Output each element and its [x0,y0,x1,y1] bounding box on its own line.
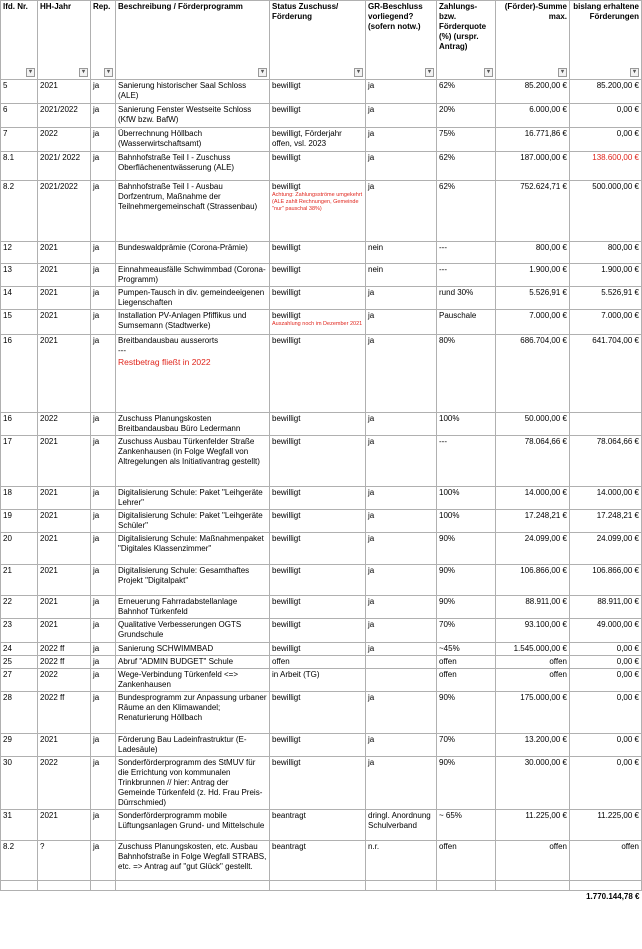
cell-jahr[interactable]: 2022 [38,757,91,810]
cell-erhalten[interactable]: 0,00 € [570,128,642,152]
cell-nr[interactable]: 27 [1,669,38,692]
cell-gr[interactable]: dringl. Anordnung Schulverband [366,810,437,841]
cell-quote[interactable]: 70% [437,734,496,757]
cell-erhalten[interactable]: 78.064,66 € [570,436,642,487]
cell-erhalten[interactable]: 24.099,00 € [570,533,642,565]
table-row [1,619,642,643]
empty-cell[interactable] [570,881,642,891]
cell-nr[interactable]: 21 [1,565,38,596]
cell-nr[interactable]: 19 [1,510,38,533]
empty-cell[interactable] [1,881,38,891]
cell-beschreibung[interactable]: Abruf "ADMIN BUDGET" Schule [116,656,270,669]
cell-status[interactable]: bewilligt [270,264,366,287]
cell-status[interactable]: bewilligt [270,692,366,734]
cell-jahr[interactable]: 2022 [38,128,91,152]
cell-quote[interactable]: 90% [437,533,496,565]
table-row [1,335,642,413]
cell-jahr[interactable]: 2021 [38,436,91,487]
cell-rep[interactable]: ja [91,692,116,734]
cell-gr[interactable]: ja [366,692,437,734]
col-quote-header: Zahlungs- bzw. Förderquote (%) (urspr. Antrag) ▾ [437,1,496,80]
cell-nr[interactable]: 24 [1,643,38,656]
table-row [1,128,642,152]
table-row [1,264,642,287]
table-row [1,656,642,669]
cell-rep[interactable]: ja [91,533,116,565]
cell-status[interactable]: bewilligt [270,436,366,487]
cell-gr[interactable]: ja [366,310,437,335]
cell-nr[interactable]: 18 [1,487,38,510]
cell-nr[interactable]: 13 [1,264,38,287]
cell-erhalten[interactable]: 800,00 € [570,242,642,264]
cell-status[interactable]: bewilligt [270,152,366,181]
cell-gr[interactable] [366,669,437,692]
cell-quote[interactable]: 70% [437,619,496,643]
table-row [1,643,642,656]
table-row [1,510,642,533]
cell-erhalten[interactable]: 106.866,00 € [570,565,642,596]
cell-quote[interactable]: 75% [437,128,496,152]
cell-gr[interactable]: ja [366,510,437,533]
filter-dropdown-icon[interactable]: ▾ [630,68,639,77]
cell-beschreibung[interactable]: Breitbandausbau ausserorts --- Restbetrag fließt in 2022 [116,335,270,413]
cell-summe[interactable]: 30.000,00 € [496,757,570,810]
table-row [1,533,642,565]
cell-jahr[interactable]: 2021 [38,335,91,413]
cell-quote[interactable]: 80% [437,335,496,413]
cell-beschreibung[interactable]: Sanierung Fenster Westseite Schloss (KfW bzw. BafW) [116,104,270,128]
cell-gr[interactable]: n.r. [366,841,437,881]
cell-summe[interactable]: 85.200,00 € [496,80,570,104]
cell-beschreibung[interactable]: Digitalisierung Schule: Gesamthaftes Projekt "Digitalpakt" [116,565,270,596]
cell-rep[interactable]: ja [91,181,116,242]
cell-status[interactable]: offen [270,656,366,669]
cell-beschreibung[interactable]: Digitalisierung Schule: Maßnahmenpaket "Digitales Klassenzimmer" [116,533,270,565]
cell-nr[interactable]: 6 [1,104,38,128]
cell-rep[interactable]: ja [91,734,116,757]
cell-quote[interactable]: --- [437,242,496,264]
cell-status[interactable]: beantragt [270,810,366,841]
cell-erhalten[interactable]: 17.248,21 € [570,510,642,533]
cell-status[interactable]: in Arbeit (TG) [270,669,366,692]
cell-rep[interactable]: ja [91,436,116,487]
table-row [1,487,642,510]
status-note: Auszahlung noch im Dezember 2021 [272,321,363,327]
cell-rep[interactable]: ja [91,152,116,181]
cell-quote[interactable]: 62% [437,152,496,181]
cell-quote[interactable]: --- [437,436,496,487]
cell-erhalten[interactable]: 0,00 € [570,656,642,669]
cell-status[interactable]: bewilligt [270,619,366,643]
cell-status[interactable]: bewilligt [270,533,366,565]
cell-beschreibung[interactable]: Einnahmeausfälle Schwimmbad (Corona-Programm) [116,264,270,287]
cell-status[interactable]: bewilligt [270,335,366,413]
cell-quote[interactable]: 100% [437,510,496,533]
cell-nr[interactable]: 14 [1,287,38,310]
cell-beschreibung[interactable]: Überrechnung Höllbach (Wasserwirtschaftsamt) [116,128,270,152]
cell-nr[interactable]: 25 [1,656,38,669]
cell-gr[interactable]: ja [366,128,437,152]
cell-erhalten[interactable]: 1.900,00 € [570,264,642,287]
cell-gr[interactable]: ja [366,287,437,310]
cell-quote[interactable]: offen [437,669,496,692]
cell-jahr[interactable]: 2021 [38,287,91,310]
table-row [1,413,642,436]
cell-nr[interactable]: 20 [1,533,38,565]
cell-nr[interactable]: 28 [1,692,38,734]
cell-status[interactable]: bewilligt, Förderjahr offen, vsl. 2023 [270,128,366,152]
cell-erhalten[interactable]: 0,00 € [570,643,642,656]
cell-summe[interactable]: 1.545.000,00 € [496,643,570,656]
cell-jahr[interactable]: 2021/ 2022 [38,152,91,181]
cell-summe[interactable]: 11.225,00 € [496,810,570,841]
cell-gr[interactable]: ja [366,565,437,596]
cell-jahr[interactable]: 2021 [38,487,91,510]
cell-beschreibung[interactable]: Pumpen-Tausch in div. gemeindeeigenen Liegenschaften [116,287,270,310]
cell-nr[interactable]: 16 [1,413,38,436]
col-beschreibung-header: Beschreibung / Förderprogramm ▾ [116,1,270,80]
table-row [1,80,642,104]
cell-gr[interactable]: ja [366,734,437,757]
cell-nr[interactable]: 30 [1,757,38,810]
cell-jahr[interactable]: 2021 [38,596,91,619]
cell-summe[interactable]: 752.624,71 € [496,181,570,242]
cell-jahr[interactable]: 2021 [38,310,91,335]
col-jahr-header: HH-Jahr ▾ [38,1,91,80]
cell-summe[interactable]: offen [496,841,570,881]
cell-rep[interactable]: ja [91,757,116,810]
cell-summe[interactable]: 175.000,00 € [496,692,570,734]
empty-cell[interactable] [91,881,116,891]
cell-quote[interactable]: offen [437,841,496,881]
table-row [1,104,642,128]
cell-rep[interactable]: ja [91,596,116,619]
filter-dropdown-icon[interactable]: ▾ [425,68,434,77]
header-row [1,1,642,80]
empty-cell[interactable] [437,881,496,891]
cell-status[interactable]: bewilligt [270,643,366,656]
cell-nr[interactable]: 7 [1,128,38,152]
cell-quote[interactable]: 100% [437,487,496,510]
total-spacer [1,891,570,904]
table-row [1,734,642,757]
cell-gr[interactable]: ja [366,619,437,643]
empty-cell[interactable] [366,881,437,891]
cell-erhalten[interactable]: 7.000,00 € [570,310,642,335]
cell-rep[interactable]: ja [91,487,116,510]
cell-summe[interactable]: 7.000,00 € [496,310,570,335]
cell-nr[interactable]: 15 [1,310,38,335]
cell-summe[interactable]: 1.900,00 € [496,264,570,287]
cell-summe[interactable]: 14.000,00 € [496,487,570,510]
cell-status[interactable]: bewilligt [270,104,366,128]
cell-nr[interactable]: 17 [1,436,38,487]
cell-gr[interactable]: ja [366,104,437,128]
cell-quote[interactable]: 100% [437,413,496,436]
cell-jahr[interactable]: 2021 [38,619,91,643]
cell-gr[interactable]: ja [366,80,437,104]
cell-erhalten[interactable]: 85.200,00 € [570,80,642,104]
cell-beschreibung[interactable]: Installation PV-Anlagen Pfiffikus und Sumsemann (Stadtwerke) [116,310,270,335]
cell-status[interactable]: bewilligt [270,734,366,757]
cell-nr[interactable]: 22 [1,596,38,619]
col-gr-header: GR-Beschluss vorliegend? (sofern notw.) ▾ [366,1,437,80]
cell-rep[interactable]: ja [91,643,116,656]
cell-jahr[interactable]: 2021 [38,734,91,757]
cell-beschreibung[interactable]: Bahnhofstraße Teil I - Zuschuss Oberflächenentwässerung (ALE) [116,152,270,181]
cell-erhalten[interactable]: 14.000,00 € [570,487,642,510]
cell-rep[interactable]: ja [91,619,116,643]
cell-quote[interactable]: 90% [437,757,496,810]
cell-summe[interactable]: 93.100,00 € [496,619,570,643]
cell-summe[interactable]: 187.000,00 € [496,152,570,181]
cell-status[interactable]: bewilligt [270,242,366,264]
cell-rep[interactable]: ja [91,413,116,436]
cell-status[interactable]: bewilligt [270,757,366,810]
cell-summe[interactable]: 24.099,00 € [496,533,570,565]
cell-status[interactable]: bewilligt [270,510,366,533]
cell-summe[interactable]: 800,00 € [496,242,570,264]
cell-erhalten[interactable]: 88.911,00 € [570,596,642,619]
cell-quote[interactable]: Pauschale [437,310,496,335]
cell-beschreibung[interactable]: Sanierung SCHWIMMBAD [116,643,270,656]
table-row [1,841,642,881]
filter-dropdown-icon[interactable]: ▾ [258,68,267,77]
cell-quote[interactable]: 62% [437,80,496,104]
cell-erhalten[interactable]: 0,00 € [570,734,642,757]
cell-rep[interactable]: ja [91,104,116,128]
cell-rep[interactable]: ja [91,656,116,669]
cell-summe[interactable]: 5.526,91 € [496,287,570,310]
cell-jahr[interactable]: 2021 [38,565,91,596]
cell-summe[interactable]: offen [496,656,570,669]
table-row [1,669,642,692]
cell-jahr[interactable]: 2021 [38,80,91,104]
cell-jahr[interactable]: 2021 [38,242,91,264]
cell-gr[interactable]: ja [366,436,437,487]
cell-gr[interactable]: ja [366,181,437,242]
cell-quote[interactable]: 90% [437,565,496,596]
cell-beschreibung[interactable]: Digitalisierung Schule: Paket "Leihgeräte Lehrer" [116,487,270,510]
empty-cell[interactable] [116,881,270,891]
cell-rep[interactable]: ja [91,242,116,264]
table-row [1,565,642,596]
cell-jahr[interactable]: 2021 [38,510,91,533]
cell-gr[interactable]: ja [366,487,437,510]
cell-rep[interactable]: ja [91,287,116,310]
cell-summe[interactable]: 88.911,00 € [496,596,570,619]
cell-jahr[interactable]: 2021 [38,533,91,565]
cell-quote[interactable]: rund 30% [437,287,496,310]
table-row [1,436,642,487]
cell-gr[interactable]: nein [366,264,437,287]
table-row [1,692,642,734]
cell-summe[interactable]: 106.866,00 € [496,565,570,596]
total-sum[interactable]: 1.770.144,78 € [570,891,642,904]
cell-quote[interactable]: 62% [437,181,496,242]
cell-nr[interactable]: 8.2 [1,181,38,242]
spacer-row [1,881,642,891]
cell-summe[interactable]: 686.704,00 € [496,335,570,413]
cell-erhalten[interactable]: offen [570,841,642,881]
cell-beschreibung[interactable]: Zuschuss Planungskosten Breitbandausbau Büro Ledermann [116,413,270,436]
cell-beschreibung[interactable]: Bundeswaldprämie (Corona-Prämie) [116,242,270,264]
cell-status[interactable]: bewilligt Auszahlung noch im Dezember 2021 [270,310,366,335]
cell-beschreibung[interactable]: Sonderförderprogramm mobile Lüftungsanlagen Grund- und Mittelschule [116,810,270,841]
cell-quote[interactable]: 90% [437,692,496,734]
cell-erhalten[interactable]: 0,00 € [570,692,642,734]
filter-dropdown-icon[interactable]: ▾ [79,68,88,77]
cell-status[interactable]: bewilligt [270,596,366,619]
cell-rep[interactable]: ja [91,310,116,335]
cell-beschreibung[interactable]: Digitalisierung Schule: Paket "Leihgeräte Schüler" [116,510,270,533]
cell-erhalten[interactable]: 641.704,00 € [570,335,642,413]
cell-status[interactable]: bewilligt [270,487,366,510]
cell-beschreibung[interactable]: Sonderförderprogramm des StMUV für die Errichtung von kommunalen Trinkbrunnen // hier: Antrag der Gemeinde Türkenfeld (z. Hd. Frau Preis-Dürrschmied) [116,757,270,810]
cell-nr[interactable]: 31 [1,810,38,841]
cell-jahr[interactable]: 2021/2022 [38,181,91,242]
cell-quote[interactable]: --- [437,264,496,287]
cell-beschreibung[interactable]: Zuschuss Planungskosten, etc. Ausbau Bahnhofstraße in Folge Wegfall STRABS, etc. => Antrag auf "gut Glück" gestellt. [116,841,270,881]
filter-dropdown-icon[interactable]: ▾ [354,68,363,77]
total-row [1,891,642,904]
cell-erhalten[interactable]: 138.600,00 € [570,152,642,181]
cell-status[interactable]: bewilligt Achtung: Zahlungsströme umgekehrt (ALE zahlt Rechnungen, Gemeinde "nur" pauschal 38%) [270,181,366,242]
col-nr-header: lfd. Nr. ▾ [1,1,38,80]
cell-erhalten[interactable]: 500.000,00 € [570,181,642,242]
cell-nr[interactable]: 8.1 [1,152,38,181]
table-row [1,287,642,310]
cell-beschreibung[interactable]: Förderung Bau Ladeinfrastruktur (E-Ladesäule) [116,734,270,757]
cell-erhalten[interactable]: 49.000,00 € [570,619,642,643]
cell-status[interactable]: beantragt [270,841,366,881]
cell-status[interactable]: bewilligt [270,80,366,104]
cell-beschreibung[interactable]: Erneuerung Fahrradabstellanlage Bahnhof Türkenfeld [116,596,270,619]
col-rep-header: Rep. ▾ [91,1,116,80]
cell-jahr[interactable]: 2022 ff [38,656,91,669]
cell-erhalten[interactable]: 0,00 € [570,104,642,128]
cell-rep[interactable]: ja [91,510,116,533]
cell-jahr[interactable]: 2022 ff [38,692,91,734]
cell-erhalten[interactable]: 0,00 € [570,757,642,810]
table-row [1,310,642,335]
status-note: Achtung: Zahlungsströme umgekehrt (ALE zahlt Rechnungen, Gemeinde "nur" pauschal 38%) [272,192,363,212]
cell-beschreibung[interactable]: Zuschuss Ausbau Türkenfelder Straße Zankenhausen (in Folge Wegfall von Altregelungen als Initiativantrag gestellt) [116,436,270,487]
cell-rep[interactable]: ja [91,669,116,692]
cell-gr[interactable]: ja [366,757,437,810]
cell-jahr[interactable]: 2022 [38,669,91,692]
filter-active-icon[interactable]: ▾ [104,68,113,77]
filter-dropdown-icon[interactable]: ▾ [484,68,493,77]
cell-erhalten[interactable]: 5.526,91 € [570,287,642,310]
col-status-header: Status Zuschuss/ Förderung ▾ [270,1,366,80]
cell-gr[interactable]: ja [366,152,437,181]
cell-beschreibung[interactable]: Bundesprogramm zur Anpassung urbaner Räume an den Klimawandel; Renaturierung Höllbach [116,692,270,734]
cell-rep[interactable]: ja [91,565,116,596]
cell-gr[interactable]: ja [366,335,437,413]
cell-gr[interactable] [366,656,437,669]
cell-quote[interactable]: 20% [437,104,496,128]
cell-summe[interactable]: offen [496,669,570,692]
cell-quote[interactable]: ~ 65% [437,810,496,841]
cell-gr[interactable]: ja [366,533,437,565]
cell-summe[interactable]: 16.771,86 € [496,128,570,152]
cell-rep[interactable]: ja [91,335,116,413]
cell-summe[interactable]: 6.000,00 € [496,104,570,128]
cell-nr[interactable]: 8.2 [1,841,38,881]
cell-jahr[interactable]: 2022 ff [38,643,91,656]
table-row [1,757,642,810]
empty-cell[interactable] [38,881,91,891]
cell-nr[interactable]: 23 [1,619,38,643]
cell-rep[interactable]: ja [91,80,116,104]
cell-jahr[interactable]: 2022 [38,413,91,436]
cell-nr[interactable]: 16 [1,335,38,413]
col-summe-header: (Förder)-Summe max. ▾ [496,1,570,80]
cell-beschreibung[interactable]: Qualitative Verbesserungen OGTS Grundschule [116,619,270,643]
cell-summe[interactable]: 17.248,21 € [496,510,570,533]
cell-summe[interactable]: 78.064,66 € [496,436,570,487]
cell-status[interactable]: bewilligt [270,413,366,436]
cell-quote[interactable]: ~45% [437,643,496,656]
remark-note: Restbetrag fließt in 2022 [118,357,211,367]
table-row [1,152,642,181]
cell-erhalten[interactable]: 11.225,00 € [570,810,642,841]
table-row [1,242,642,264]
cell-summe[interactable]: 50.000,00 € [496,413,570,436]
cell-nr[interactable]: 12 [1,242,38,264]
cell-jahr[interactable]: 2021 [38,264,91,287]
cell-nr[interactable]: 29 [1,734,38,757]
cell-gr[interactable]: ja [366,596,437,619]
cell-status[interactable]: bewilligt [270,287,366,310]
table-row [1,181,642,242]
cell-gr[interactable]: nein [366,242,437,264]
empty-cell[interactable] [496,881,570,891]
filter-dropdown-icon[interactable]: ▾ [26,68,35,77]
cell-quote[interactable]: offen [437,656,496,669]
cell-jahr[interactable]: 2021 [38,810,91,841]
cell-rep[interactable]: ja [91,264,116,287]
cell-jahr[interactable]: 2021/2022 [38,104,91,128]
cell-rep[interactable]: ja [91,128,116,152]
cell-status[interactable]: bewilligt [270,565,366,596]
cell-erhalten[interactable]: 0,00 € [570,669,642,692]
cell-beschreibung[interactable]: Wege-Verbindung Türkenfeld <=> Zankenhausen [116,669,270,692]
table-row [1,596,642,619]
cell-nr[interactable]: 5 [1,80,38,104]
cell-gr[interactable]: ja [366,413,437,436]
cell-rep[interactable]: ja [91,810,116,841]
table-row [1,810,642,841]
cell-beschreibung[interactable]: Sanierung historischer Saal Schloss (ALE) [116,80,270,104]
cell-summe[interactable]: 13.200,00 € [496,734,570,757]
cell-erhalten[interactable] [570,413,642,436]
empty-cell[interactable] [270,881,366,891]
cell-quote[interactable]: 90% [437,596,496,619]
col-erhalten-header: bislang erhaltene Förderungen ▾ [570,1,642,80]
cell-rep[interactable]: ja [91,841,116,881]
cell-gr[interactable]: ja [366,643,437,656]
cell-jahr[interactable]: ? [38,841,91,881]
cell-beschreibung[interactable]: Bahnhofstraße Teil I - Ausbau Dorfzentrum, Maßnahme der Teilnehmergemeinschaft (Strassenbau) [116,181,270,242]
filter-dropdown-icon[interactable]: ▾ [558,68,567,77]
